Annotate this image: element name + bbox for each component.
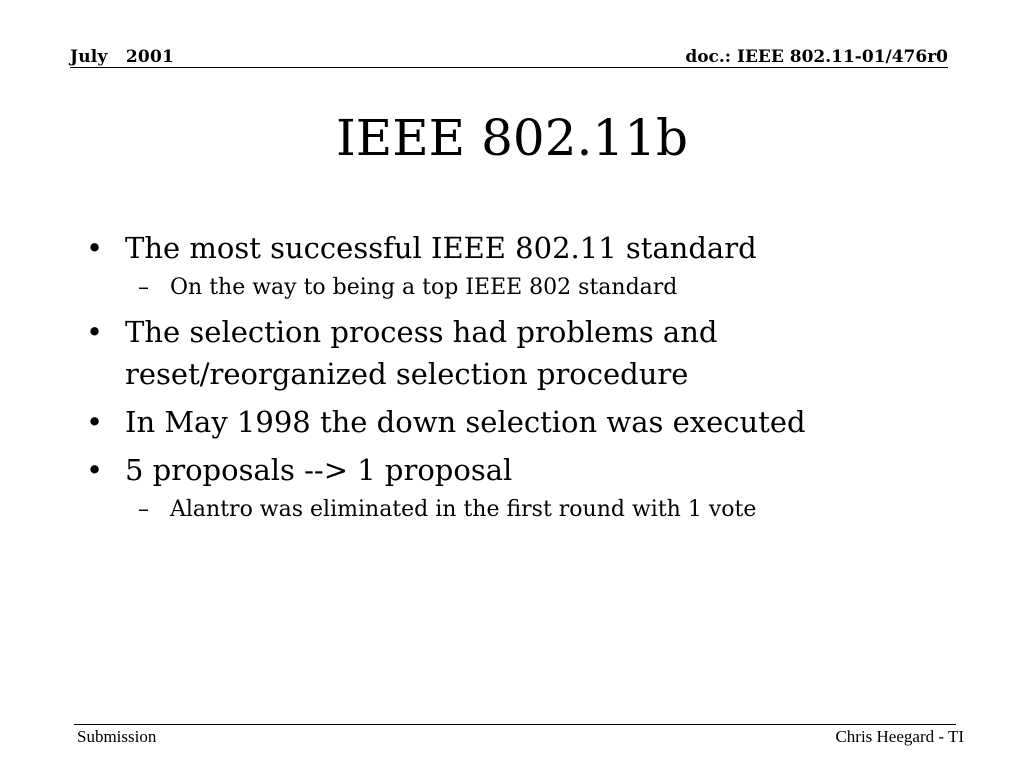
sub-bullet-text: On the way to being a top IEEE 802 standard: [170, 275, 678, 300]
slide-title: IEEE 802.11b: [335, 109, 689, 167]
sub-bullet-item: [84, 495, 944, 525]
bullet-icon: •: [86, 231, 104, 265]
bullet-item: [84, 449, 944, 491]
footer-submission: Submission: [77, 727, 157, 746]
dash-icon: –: [138, 497, 149, 522]
bullet-item: [84, 227, 944, 269]
header-date: July 2001: [70, 47, 175, 67]
bullet-icon: •: [86, 315, 104, 349]
bullet-text: 5 proposals --> 1 proposal: [125, 453, 513, 487]
header-doc-id: doc.: IEEE 802.11-01/476r0: [685, 47, 948, 67]
bullet-text: The most successful IEEE 802.11 standard: [125, 231, 757, 265]
bullet-icon: •: [86, 405, 104, 439]
footer-author: Chris Heegard - TI: [835, 727, 964, 746]
bullet-item: [84, 311, 944, 395]
sub-bullet-text: Alantro was eliminated in the first round with 1 vote: [170, 497, 757, 522]
bullet-text: In May 1998 the down selection was executed: [125, 405, 806, 439]
footer-divider: [74, 724, 956, 725]
bullet-item: [84, 401, 944, 443]
dash-icon: –: [138, 275, 149, 300]
bullet-icon: •: [86, 453, 104, 487]
header-divider: [70, 67, 948, 68]
bullet-list: [84, 227, 944, 533]
bullet-text: The selection process had problems and reset/reorganized selection procedure: [125, 315, 718, 391]
sub-bullet-item: [84, 273, 944, 303]
